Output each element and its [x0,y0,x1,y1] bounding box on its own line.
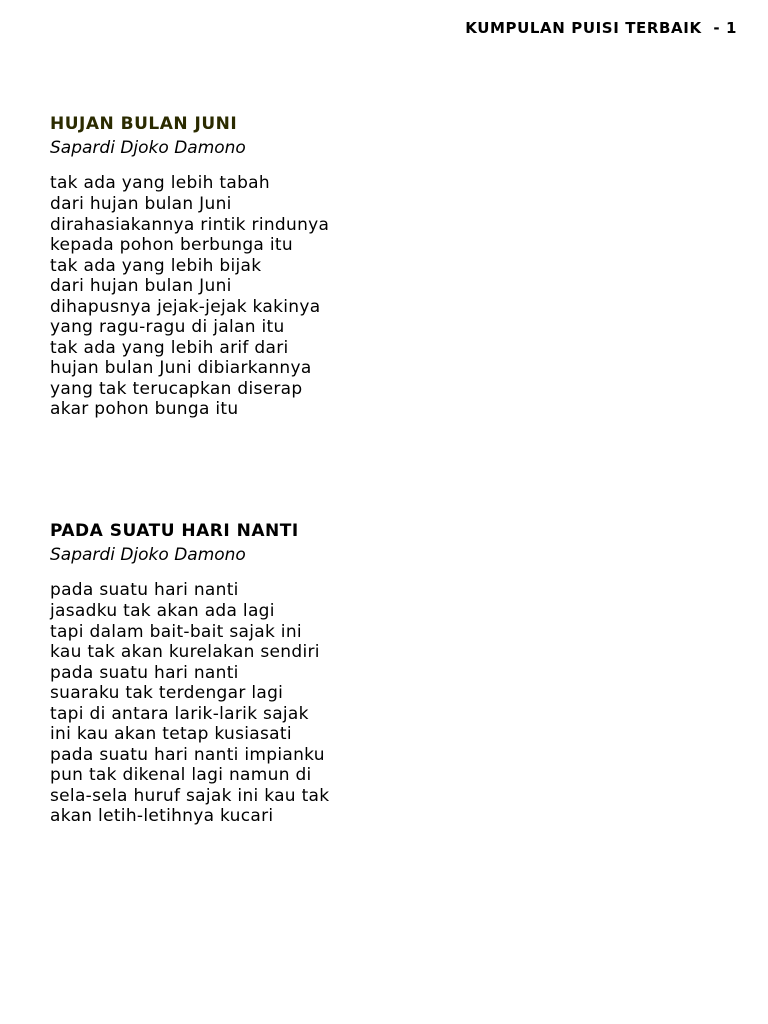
poem-line: akan letih-letihnya kucari [50,806,274,826]
poem-line: hujan bulan Juni dibiarkannya [50,358,312,378]
poem-author: Sapardi Djoko Damono [50,138,246,158]
poem-line: yang tak terucapkan diserap [50,378,303,399]
poem-body [50,172,730,420]
poem-hujan-bulan-juni [50,113,730,420]
poem-line: tapi dalam bait-bait sajak ini [50,621,302,642]
poem-pada-suatu-hari-nanti [50,520,730,827]
poem-line: jasadku tak akan ada lagi [50,601,275,621]
poem-line: akar pohon bunga itu [50,399,239,419]
poem-line: tak ada yang lebih arif dari [50,337,289,358]
poem-line: dirahasiakannya rintik rindunya [50,214,330,235]
poem-line: pun tak dikenal lagi namun di [50,765,312,785]
poem-title: PADA SUATU HARI NANTI [50,521,299,541]
poem-line: dari hujan bulan Juni [50,194,232,214]
poem-line: pada suatu hari nanti impianku [50,744,325,765]
poem-title: HUJAN BULAN JUNI [50,114,238,134]
poem-body [50,579,730,827]
poem-line: dihapusnya jejak-jejak kakinya [50,296,321,317]
poem-line: tapi di antara larik-larik sajak [50,703,309,724]
poem-line: pada suatu hari nanti [50,580,239,600]
poem-line: suaraku tak terdengar lagi [50,683,284,703]
poem-line: pada suatu hari nanti [50,662,239,683]
poem-line: kepada pohon berbunga itu [50,235,293,255]
poem-line: tak ada yang lebih bijak [50,255,262,276]
poem-line: tak ada yang lebih tabah [50,173,270,193]
poem-line: kau tak akan kurelakan sendiri [50,642,320,662]
poem-line: sela-sela huruf sajak ini kau tak [50,785,330,806]
poem-line: yang ragu-ragu di jalan itu [50,317,285,337]
poem-line: ini kau akan tetap kusiasati [50,724,292,744]
running-header: KUMPULAN PUISI TERBAIK - 1 [465,19,737,37]
poem-author: Sapardi Djoko Damono [50,545,246,565]
poem-line: dari hujan bulan Juni [50,276,232,296]
